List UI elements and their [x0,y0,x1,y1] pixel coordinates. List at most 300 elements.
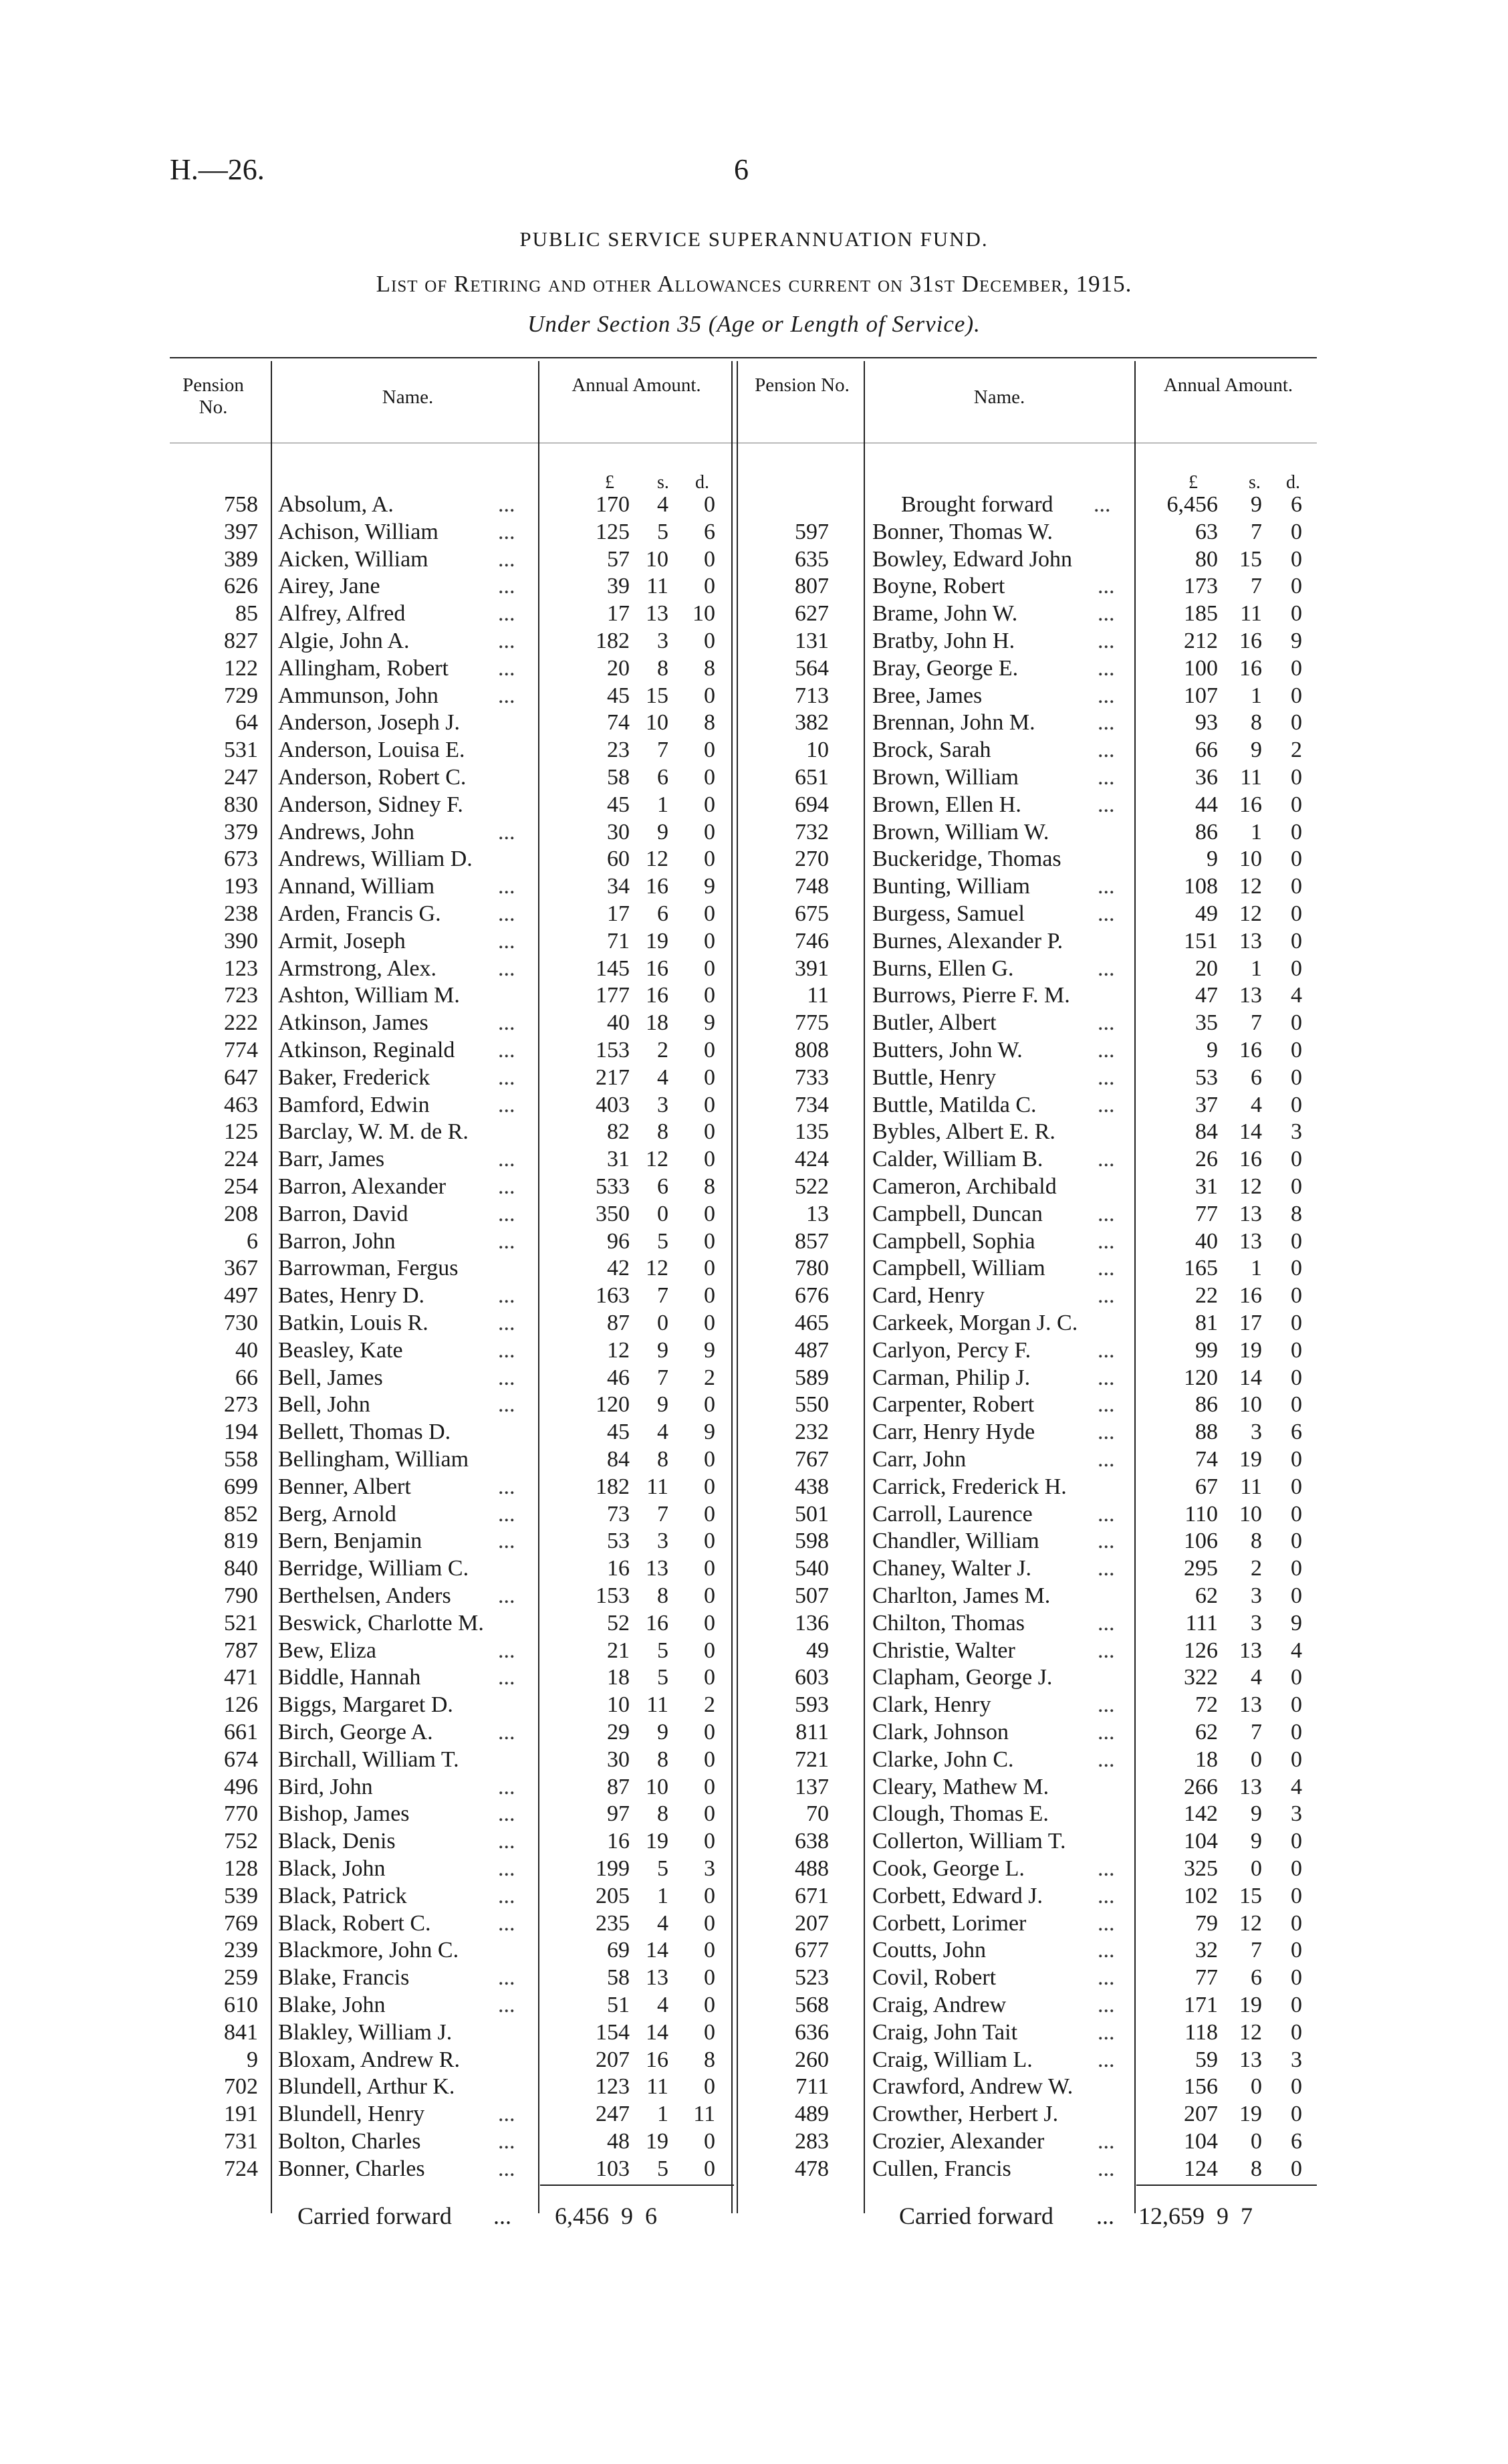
amount-pence: 0 [1291,546,1302,572]
pensioner-name: Charlton, James M. [872,1583,1051,1608]
pension-number: 636 [795,2019,829,2045]
amount-shillings: 13 [1239,1638,1262,1663]
leader-dots: ... [498,1883,515,1908]
pensioner-name: Burgess, Samuel [872,901,1025,926]
pension-number: 471 [224,1665,258,1690]
pension-number: 238 [224,901,258,926]
table-top-rule [170,357,1317,358]
pensioner-name: Blake, Francis [278,1965,410,1991]
amount-pounds: 170 [596,492,630,517]
amount-shillings: 5 [657,1638,668,1663]
pension-number: 723 [224,983,258,1008]
pension-number: 661 [224,1720,258,1745]
pensioner-name: Christie, Walter [872,1638,1015,1663]
amount-pounds: 247 [596,2102,630,2127]
amount-shillings: 1 [1251,1256,1262,1281]
amount-pounds: 77 [1195,1965,1218,1991]
amount-shillings: 11 [646,1692,668,1718]
leader-dots: ... [498,928,515,954]
pensioner-name: Cullen, Francis [872,2156,1011,2181]
pension-number: 673 [224,847,258,872]
pension-number: 857 [795,1228,829,1254]
vline-left-no [271,361,272,2213]
amount-pounds: 10 [607,1692,630,1718]
pensioner-name: Beswick, Charlotte M. [278,1610,484,1636]
pensioner-name: Barrowman, Fergus [278,1256,459,1281]
amount-pence: 0 [1291,1856,1302,1881]
pensioner-name: Crawford, Andrew W. [872,2074,1074,2100]
leader-dots: ... [1098,765,1115,790]
pension-number: 85 [235,601,258,627]
leader-dots: ... [1098,874,1115,899]
pension-number: 550 [795,1392,829,1418]
amount-pounds: 67 [1195,1474,1218,1499]
pensioner-name: Ashton, William M. [278,983,460,1008]
amount-shillings: 8 [1251,710,1262,736]
leader-dots: ... [498,1638,515,1663]
amount-pence: 0 [1291,1392,1302,1418]
amount-shillings: 8 [657,1583,668,1608]
pensioner-name: Barr, James [278,1147,385,1172]
pension-number: 752 [224,1829,258,1854]
leader-dots: ... [498,1965,515,1991]
amount-pence: 0 [1291,1311,1302,1335]
leader-dots: ... [1098,655,1115,681]
amount-pounds: 53 [607,1529,630,1554]
pensioner-name: Chilton, Thomas [872,1610,1025,1636]
amount-pounds: 9 [1207,1038,1218,1062]
pensioner-name: Alfrey, Alfred [278,601,406,627]
pension-number: 676 [795,1283,829,1309]
leader-dots: ... [1098,574,1115,599]
pensioner-name: Collerton, William T. [872,1829,1066,1854]
vline-right-no [864,361,865,2213]
amount-pence: 0 [704,1829,715,1854]
amount-pence: 0 [1291,1829,1302,1854]
pension-number: 635 [795,546,829,572]
col-head-name-left: Name. [382,386,434,408]
pension-number: 463 [224,1092,258,1117]
amount-pounds: 74 [1195,1447,1218,1472]
pension-number: 239 [224,1938,258,1963]
pension-number: 465 [795,1311,829,1335]
amount-pence: 0 [704,1801,715,1827]
amount-shillings: 3 [657,629,668,653]
amount-pounds: 86 [1195,819,1218,845]
pensioner-name: Armstrong, Alex. [278,956,437,981]
amount-pounds: 9 [1207,847,1218,872]
amount-pounds: 207 [1184,2102,1218,2127]
amount-shillings: 13 [1239,1774,1262,1799]
amount-shillings: 12 [1239,1174,1262,1199]
amount-pence: 0 [1291,519,1302,544]
amount-pounds: 40 [607,1010,630,1036]
amount-shillings: 19 [1239,2102,1262,2127]
amount-pounds: 40 [1195,1228,1218,1254]
pension-number: 811 [795,1720,829,1745]
amount-pounds: 45 [607,1420,630,1445]
leader-dots: ... [1098,1883,1115,1908]
amount-shillings: 16 [1239,655,1262,681]
amount-shillings: 13 [646,601,668,627]
amount-shillings: 19 [646,928,668,954]
pension-number: 135 [795,1119,829,1145]
leader-dots: ... [1098,1201,1115,1226]
amount-pence: 2 [704,1692,715,1718]
amount-shillings: 10 [1239,1392,1262,1418]
amount-shillings: 13 [1239,928,1262,954]
amount-pounds: 104 [1184,1829,1218,1854]
amount-pence: 0 [704,1993,715,2017]
amount-pence: 0 [1291,1583,1302,1608]
pension-number: 123 [224,956,258,981]
pension-number: 521 [224,1610,258,1636]
amount-shillings: 4 [657,1420,668,1445]
amount-shillings: 1 [1251,819,1262,845]
amount-shillings: 12 [646,1147,668,1172]
pensioner-name: Craig, William L. [872,2047,1033,2072]
amount-pence: 0 [704,1065,715,1090]
amount-pounds: 235 [596,1910,630,1936]
amount-shillings: 0 [1251,1856,1262,1881]
amount-pounds: 205 [596,1883,630,1908]
pension-number: 260 [795,2047,829,2072]
pensioner-name: Barclay, W. M. de R. [278,1119,469,1145]
amount-pounds: 185 [1184,601,1218,627]
amount-shillings: 11 [1240,765,1262,790]
leader-dots: ... [1098,1556,1115,1581]
amount-pence: 0 [704,1256,715,1281]
pensioner-name: Berg, Arnold [278,1501,396,1527]
amount-shillings: 16 [1239,629,1262,653]
pension-number: 770 [224,1801,258,1827]
pensioner-name: Coutts, John [872,1938,987,1963]
amount-shillings: 0 [657,1311,668,1335]
pensioner-name: Annand, William [278,874,435,899]
leader-dots: ... [1098,1420,1115,1445]
amount-pence: 0 [1291,1337,1302,1363]
amount-pounds: 49 [1195,901,1218,926]
amount-pounds: 66 [1195,738,1218,763]
pensioner-name: Chandler, William [872,1529,1039,1554]
amount-pounds: 403 [596,1092,630,1117]
vline-right-name [1134,361,1136,2213]
pension-number: 11 [807,983,829,1008]
amount-pence: 8 [704,710,715,736]
amount-shillings: 12 [1239,874,1262,899]
amount-pounds: 81 [1195,1311,1218,1335]
pension-number: 9 [247,2047,258,2072]
amount-pounds: 212 [1184,629,1218,653]
amount-pence: 8 [1291,1201,1302,1226]
pensioner-name: Biddle, Hannah [278,1665,421,1690]
amount-shillings: 8 [657,1119,668,1145]
leader-dots: ... [1098,1747,1115,1772]
pensioner-name: Bell, James [278,1365,383,1390]
amount-shillings: 11 [1240,601,1262,627]
amount-pence: 0 [704,847,715,872]
amount-shillings: 6 [1251,1065,1262,1090]
amount-pounds: 22 [1195,1283,1218,1309]
pension-number: 497 [224,1283,258,1309]
amount-shillings: 10 [646,546,668,572]
amount-pence: 0 [704,629,715,653]
pension-number: 769 [224,1910,258,1936]
amount-shillings: 14 [646,1938,668,1963]
leader-dots: ... [1098,2047,1115,2072]
amount-pounds: 17 [607,601,630,627]
leader-dots: ... [498,1174,515,1199]
amount-shillings: 16 [1239,1038,1262,1062]
pensioner-name: Bolton, Charles [278,2129,421,2154]
amount-pence: 0 [1291,1092,1302,1117]
pension-number: 531 [224,738,258,763]
amount-pence: 0 [1291,1447,1302,1472]
amount-shillings: 11 [646,2074,668,2100]
amount-shillings: 13 [1239,2047,1262,2072]
amount-pounds: 93 [1195,710,1218,736]
pensioner-name: Brennan, John M. [872,710,1035,736]
amount-shillings: 12 [646,847,668,872]
amount-pounds: 142 [1184,1801,1218,1827]
amount-shillings: 16 [646,2047,668,2072]
amount-pounds: 16 [607,1556,630,1581]
pension-number: 283 [795,2129,829,2154]
amount-shillings: 4 [657,492,668,517]
pensioner-name: Brock, Sarah [872,738,991,763]
pensioner-name: Carr, John [872,1447,967,1472]
amount-pence: 0 [704,1610,715,1636]
leader-dots: ... [1098,601,1115,627]
pension-number: 677 [795,1938,829,1963]
leader-dots: ... [498,1856,515,1881]
leader-dots: ... [1098,1092,1115,1117]
amount-shillings: 3 [1251,1583,1262,1608]
pensioner-name: Birch, George A. [278,1720,433,1745]
amount-pence: 0 [704,1474,715,1499]
amount-pounds: 103 [596,2156,630,2181]
amount-pence: 6 [1291,1420,1302,1445]
leader-dots: ... [1098,792,1115,817]
pensioner-name: Atkinson, James [278,1010,428,1036]
amount-shillings: 13 [646,1965,668,1991]
leader-dots: ... [1098,1038,1115,1062]
leader-dots: ... [1098,683,1115,708]
amount-shillings: 8 [657,1801,668,1827]
amount-shillings: 15 [646,683,668,708]
pensioner-name: Chaney, Walter J. [872,1556,1032,1581]
page-number: 6 [734,153,749,186]
leader-dots: ... [1098,1501,1115,1527]
amount-pence: 0 [704,1119,715,1145]
pence-sign: d. [1286,472,1300,493]
amount-shillings: 2 [1251,1556,1262,1581]
leader-dots: ... [1098,1910,1115,1936]
pension-number: 767 [795,1447,829,1472]
pensioner-name: Bree, James [872,683,983,708]
leader-dots: ... [1098,1392,1115,1418]
amount-pence: 0 [1291,1147,1302,1172]
pension-number: 191 [224,2102,258,2127]
pension-number: 841 [224,2019,258,2045]
pension-number: 70 [806,1801,829,1827]
pensioner-name: Cameron, Archibald [872,1174,1057,1199]
leader-dots: ... [1098,1938,1115,1963]
amount-pence: 0 [704,1774,715,1799]
pensioner-name: Blake, John [278,1993,386,2017]
amount-pence: 6 [704,519,715,544]
pension-number: 790 [224,1583,258,1608]
amount-shillings: 9 [1251,738,1262,763]
amount-pence: 0 [704,792,715,817]
pension-number: 787 [224,1638,258,1663]
amount-pounds: 60 [607,847,630,872]
amount-pence: 9 [704,874,715,899]
amount-pounds: 182 [596,1474,630,1499]
amount-pence: 0 [704,738,715,763]
pension-number: 732 [795,819,829,845]
pension-number: 424 [795,1147,829,1172]
pension-number: 207 [795,1910,829,1936]
amount-shillings: 8 [657,655,668,681]
amount-shillings: 16 [646,1610,668,1636]
amount-pence: 0 [704,1938,715,1963]
amount-pounds: 53 [1195,1065,1218,1090]
amount-shillings: 13 [1239,1692,1262,1718]
pension-number: 774 [224,1038,258,1062]
amount-shillings: 16 [646,983,668,1008]
pensioner-name: Blundell, Henry [278,2102,425,2127]
amount-pounds: 106 [1184,1529,1218,1554]
pensioner-name: Burnes, Alexander P. [872,928,1063,954]
amount-pence: 0 [704,1392,715,1418]
amount-shillings: 8 [1251,1529,1262,1554]
amount-pounds: 120 [1184,1365,1218,1390]
amount-shillings: 9 [657,819,668,845]
pension-number: 694 [795,792,829,817]
leader-dots: ... [498,1010,515,1036]
pension-number: 389 [224,546,258,572]
totals-top-rule-right [1136,2185,1317,2186]
amount-pounds: 163 [596,1283,630,1309]
pensioner-name: Bonner, Charles [278,2156,425,2181]
amount-shillings: 0 [657,1201,668,1226]
amount-shillings: 12 [1239,1910,1262,1936]
amount-pence: 10 [693,601,715,627]
pension-number: 729 [224,683,258,708]
amount-shillings: 1 [1251,683,1262,708]
shilling-sign: s. [1249,472,1261,493]
pensioner-name: Carroll, Laurence [872,1501,1033,1527]
leader-dots: ... [498,1474,515,1499]
leader-dots: ... [498,546,515,572]
amount-pence: 0 [1291,1556,1302,1581]
pension-number: 64 [235,710,258,736]
amount-pence: 0 [704,928,715,954]
pension-number: 49 [806,1638,829,1663]
pension-number: 852 [224,1501,258,1527]
amount-shillings: 19 [1239,1337,1262,1363]
carried-forward-total-left: 6,456 9 6 [555,2203,657,2229]
leader-dots: ... [1098,1856,1115,1881]
pension-number: 232 [795,1420,829,1445]
amount-pounds: 171 [1184,1993,1218,2017]
amount-shillings: 8 [657,1747,668,1772]
amount-shillings: 7 [657,1365,668,1390]
pension-number: 702 [224,2074,258,2100]
pensioner-name: Brought forward [901,492,1053,517]
amount-pounds: 350 [596,1201,630,1226]
leader-dots: ... [498,901,515,926]
pensioner-name: Brown, William W. [872,819,1049,845]
leader-dots: ... [498,655,515,681]
amount-pounds: 118 [1184,2019,1218,2045]
amount-pounds: 182 [596,629,630,653]
amount-shillings: 9 [657,1392,668,1418]
amount-pounds: 30 [607,1747,630,1772]
vline-left-amount-b [737,361,738,2213]
leader-dots: ... [498,1720,515,1745]
pensioner-name: Brame, John W. [872,601,1018,627]
amount-pence: 0 [704,1038,715,1062]
leader-dots: ... [1098,1965,1115,1991]
amount-pounds: 153 [596,1038,630,1062]
amount-pence: 0 [704,574,715,599]
amount-pounds: 57 [607,546,630,572]
amount-shillings: 9 [657,1720,668,1745]
amount-pence: 0 [704,1965,715,1991]
amount-shillings: 4 [657,1993,668,2017]
pension-number: 603 [795,1665,829,1690]
amount-shillings: 6 [1251,1965,1262,1991]
pensioner-name: Berthelsen, Anders [278,1583,451,1608]
amount-pence: 0 [704,1447,715,1472]
leader-dots: ... [1098,1638,1115,1663]
pension-number: 539 [224,1883,258,1908]
amount-pounds: 37 [1195,1092,1218,1117]
amount-shillings: 1 [657,1883,668,1908]
leader-dots: ... [1098,1447,1115,1472]
pensioner-name: Barron, David [278,1201,408,1226]
amount-pounds: 58 [607,765,630,790]
amount-pence: 9 [1291,1610,1302,1636]
pension-number: 711 [795,2074,829,2100]
pension-number: 390 [224,928,258,954]
pension-number: 674 [224,1747,258,1772]
amount-pounds: 17 [607,901,630,926]
pensioner-name: Clark, Henry [872,1692,991,1718]
amount-pounds: 31 [1195,1174,1218,1199]
amount-shillings: 15 [1239,546,1262,572]
amount-pounds: 87 [607,1311,630,1335]
amount-shillings: 13 [646,1556,668,1581]
amount-pounds: 165 [1184,1256,1218,1281]
amount-pounds: 123 [596,2074,630,2100]
amount-shillings: 19 [646,2129,668,2154]
pension-number: 194 [224,1420,258,1445]
pensioner-name: Craig, Andrew [872,1993,1007,2017]
pension-number: 626 [224,574,258,599]
pensioner-name: Buttle, Henry [872,1065,997,1090]
amount-pence: 0 [1291,1065,1302,1090]
amount-shillings: 16 [1239,792,1262,817]
amount-shillings: 4 [657,1065,668,1090]
amount-pence: 0 [1291,819,1302,845]
pensioner-name: Bellingham, William [278,1447,469,1472]
leader-dots: ... [1098,956,1115,981]
pension-number: 597 [795,519,829,544]
amount-shillings: 5 [657,1228,668,1254]
